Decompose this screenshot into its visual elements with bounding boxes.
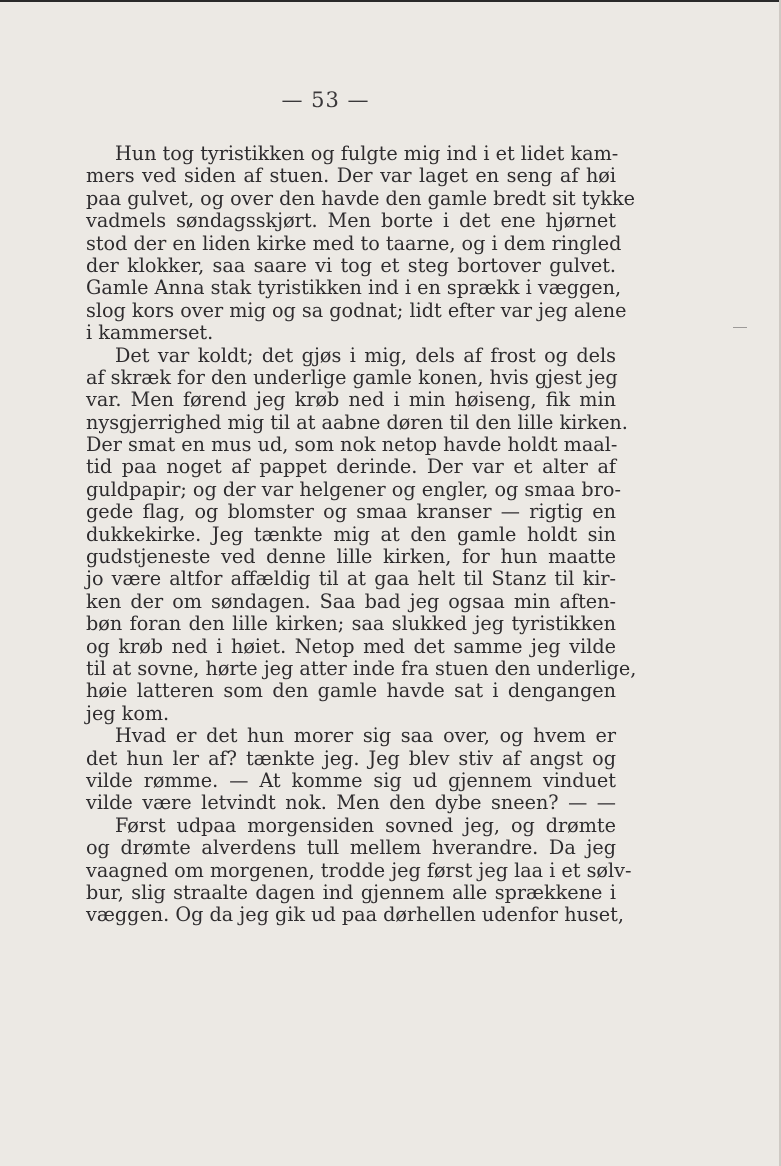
text-line: vilde rømme. — At komme sig ud gjennem vinduet (86, 768, 616, 792)
text-line: høie latteren som den gamle havde sat i dengangen (86, 679, 616, 703)
text-line: Hun tog tyristikken og fulgte mig ind i et lidet kam- (115, 142, 619, 165)
text-line: vaagned om morgenen, trodde jeg først jeg laa i et sølv- (86, 858, 632, 882)
text-line: mers ved siden af stuen. Der var laget en seng af høi (86, 164, 616, 188)
text-line: og krøb ned i høiet. Netop med det samme jeg vilde (86, 634, 616, 658)
scan-edge-top (0, 0, 781, 2)
text-line: Det var koldt; det gjøs i mig, dels af frost og dels (115, 343, 616, 367)
margin-mark (733, 327, 747, 328)
text-line: tid paa noget af pappet derinde. Der var et alter af (86, 455, 616, 479)
text-line: Først udpaa morgensiden sovned jeg, og drømte (115, 813, 616, 837)
text-line: dukkekirke. Jeg tænkte mig at den gamle holdt sin (86, 522, 616, 546)
text-line: gede flag, og blomster og smaa kranser — rigtig en (86, 500, 616, 524)
text-line: slog kors over mig og sa godnat; lidt efter var jeg alene (86, 298, 627, 322)
text-line: bøn foran den lille kirken; saa slukked jeg tyristikken (86, 612, 616, 636)
text-line: i kammerset. (86, 321, 214, 345)
text-line: bur, slig straalte dagen ind gjennem alle sprækkene i (86, 880, 616, 904)
text-line: Der smat en mus ud, som nok netop havde holdt maal- (86, 433, 618, 457)
text-line: nysgjerrighed mig til at aabne døren til den lille kirken. (86, 410, 628, 434)
text-line: paa gulvet, og over den havde den gamle bredt sit tykke (86, 186, 636, 210)
text-line: væggen. Og da jeg gik ud paa dørhellen udenfor huset, (86, 903, 624, 927)
text-line: og drømte alverdens tull mellem hverandre. Da jeg (86, 836, 616, 860)
text-line: der klokker, saa saare vi tog et steg bortover gulvet. (86, 253, 616, 277)
text-line: af skræk for den underlige gamle konen, hvis gjest jeg (86, 365, 618, 389)
text-line: stod der en liden kirke med to taarne, og i dem ringled (86, 231, 622, 255)
text-line: Hvad er det hun morer sig saa over, og hvem er (115, 724, 616, 748)
text-line: guldpapir; og der var helgener og engler, og smaa bro- (86, 477, 621, 501)
text-line: jo være altfor affældig til at gaa helt til Stanz til kir- (86, 567, 616, 591)
page-number: — 53 — (281, 88, 370, 112)
text-line: gudstjeneste ved denne lille kirken, for hun maatte (86, 545, 616, 569)
body-text (86, 142, 637, 927)
text-line: Gamle Anna stak tyristikken ind i en sprækk i væggen, (86, 276, 622, 300)
text-line: vilde være letvindt nok. Men den dybe sneen? — — (86, 791, 616, 815)
text-line: det hun ler af? tænkte jeg. Jeg blev stiv af angst og (86, 746, 616, 770)
text-line: var. Men førend jeg krøb ned i min høiseng, fik min (86, 388, 616, 412)
text-line: jeg kom. (86, 701, 170, 725)
text-line: vadmels søndagsskjørt. Men borte i det ene hjørnet (86, 209, 616, 233)
text-line: til at sovne, hørte jeg atter inde fra stuen den underlige, (86, 656, 637, 680)
text-line: ken der om søndagen. Saa bad jeg ogsaa min aften- (86, 589, 616, 613)
